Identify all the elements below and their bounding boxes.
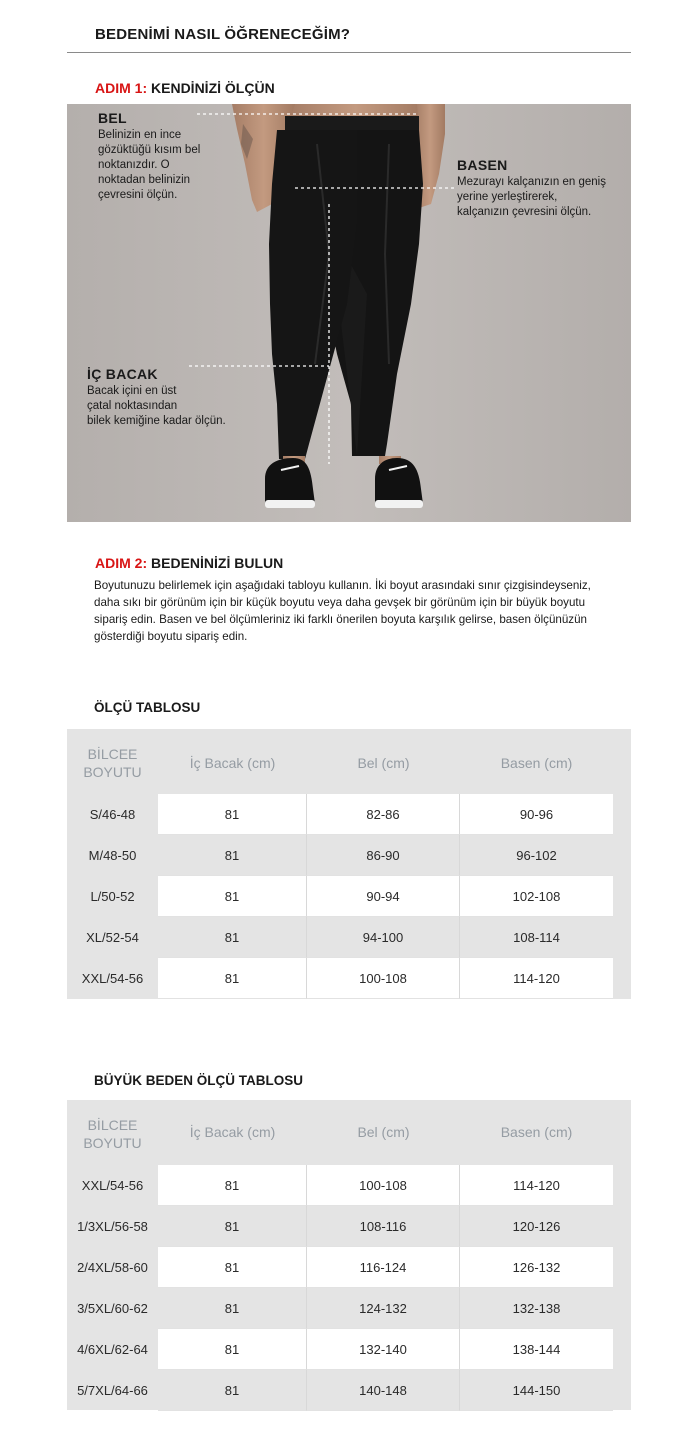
size-table-title: ÖLÇÜ TABLOSU bbox=[94, 700, 201, 715]
hip-cell: 90-96 bbox=[460, 794, 613, 835]
step1-label: KENDİNİZİ ÖLÇÜN bbox=[151, 80, 275, 96]
waist-text-5: çevresini ölçün. bbox=[98, 189, 178, 201]
measurement-figure bbox=[67, 104, 631, 522]
hip-column-header: Basen (cm) bbox=[500, 755, 573, 771]
inseam-cell: 81 bbox=[158, 958, 307, 999]
waist-text-1: Belinizin en ince bbox=[98, 129, 182, 141]
hip-text-2: yerine yerleştirerek, bbox=[457, 191, 558, 203]
inseam-cell: 81 bbox=[158, 1247, 307, 1288]
waist-cell: 86-90 bbox=[307, 835, 460, 876]
page-title: BEDENİMİ NASIL ÖĞRENECEĞİM? bbox=[95, 26, 351, 43]
inseam-text-2: çatal noktasından bbox=[87, 400, 178, 412]
waist-cell: 108-116 bbox=[307, 1206, 460, 1247]
hip-cell: 108-114 bbox=[460, 917, 613, 958]
waist-cell: 90-94 bbox=[307, 876, 460, 917]
size-table bbox=[67, 729, 631, 999]
size-cell: L/50-52 bbox=[90, 889, 135, 904]
inseam-cell: 81 bbox=[158, 835, 307, 876]
size-cell: 3/5XL/60-62 bbox=[77, 1301, 148, 1316]
inseam-cell: 81 bbox=[158, 1206, 307, 1247]
waist-column-header: Bel (cm) bbox=[357, 1124, 410, 1140]
hip-cell: 132-138 bbox=[460, 1288, 613, 1329]
big-size-table-title: BÜYÜK BEDEN ÖLÇÜ TABLOSU bbox=[94, 1073, 303, 1088]
size-cell: 5/7XL/64-66 bbox=[77, 1383, 148, 1398]
waist-cell: 100-108 bbox=[307, 958, 460, 999]
inseam-annotation bbox=[87, 366, 257, 429]
waist-column-header: Bel (cm) bbox=[357, 755, 410, 771]
waist-annotation bbox=[98, 110, 238, 203]
inseam-heading: İÇ BACAK bbox=[87, 366, 158, 382]
hip-annotation bbox=[457, 157, 629, 220]
hip-column-header: Basen (cm) bbox=[500, 1124, 573, 1140]
size-cell: M/48-50 bbox=[88, 848, 137, 863]
size-cell: XL/52-54 bbox=[86, 930, 139, 945]
waist-text-3: noktanızdır. O bbox=[98, 159, 170, 171]
hip-cell: 114-120 bbox=[460, 958, 613, 999]
title-divider bbox=[67, 52, 631, 53]
inseam-cell: 81 bbox=[158, 1370, 307, 1411]
hip-cell: 138-144 bbox=[460, 1329, 613, 1370]
step1-prefix: ADIM 1: bbox=[95, 80, 148, 96]
hip-cell: 120-126 bbox=[460, 1206, 613, 1247]
waist-heading: BEL bbox=[98, 110, 127, 126]
inseam-cell: 81 bbox=[158, 917, 307, 958]
waist-cell: 140-148 bbox=[307, 1370, 460, 1411]
inseam-cell: 81 bbox=[158, 876, 307, 917]
hip-cell: 144-150 bbox=[460, 1370, 613, 1411]
size-column-header bbox=[67, 1100, 158, 1166]
size-header-line-1: BİLCEE bbox=[87, 1117, 138, 1133]
hip-heading: BASEN bbox=[457, 157, 508, 173]
hip-cell: 96-102 bbox=[460, 835, 613, 876]
size-cell: XXL/54-56 bbox=[81, 971, 144, 986]
waist-text-2: gözüktüğü kısım bel bbox=[98, 144, 201, 156]
waist-cell: 94-100 bbox=[307, 917, 460, 958]
size-cell: 2/4XL/58-60 bbox=[77, 1260, 148, 1275]
waist-cell: 82-86 bbox=[307, 794, 460, 835]
step1-title bbox=[95, 80, 275, 96]
inseam-cell: 81 bbox=[158, 1165, 307, 1206]
size-column-header bbox=[67, 729, 158, 795]
hip-text-3: kalçanızın çevresini ölçün. bbox=[457, 206, 592, 218]
step2-label: BEDENİNİZİ BULUN bbox=[151, 555, 284, 571]
size-header-line-1: BİLCEE bbox=[87, 746, 138, 762]
waist-cell: 132-140 bbox=[307, 1329, 460, 1370]
size-header-line-2: BOYUTU bbox=[83, 764, 142, 780]
inseam-text-3: bilek kemiğine kadar ölçün. bbox=[87, 415, 226, 427]
inseam-cell: 81 bbox=[158, 1288, 307, 1329]
waist-text-4: noktadan belinizin bbox=[98, 174, 191, 186]
step2-title bbox=[95, 555, 283, 571]
size-cell: 1/3XL/56-58 bbox=[77, 1219, 148, 1234]
big-size-table bbox=[67, 1100, 631, 1410]
inseam-cell: 81 bbox=[158, 1329, 307, 1370]
inseam-column-header: İç Bacak (cm) bbox=[189, 1124, 276, 1140]
size-header-line-2: BOYUTU bbox=[83, 1135, 142, 1151]
hip-cell: 102-108 bbox=[460, 876, 613, 917]
size-cell: S/46-48 bbox=[89, 807, 136, 822]
hip-cell: 114-120 bbox=[460, 1165, 613, 1206]
inseam-text-1: Bacak içini en üst bbox=[87, 385, 177, 397]
inseam-column-header: İç Bacak (cm) bbox=[189, 755, 276, 771]
size-cell: XXL/54-56 bbox=[81, 1178, 144, 1193]
step2-description: Boyutunuzu belirlemek için aşağıdaki tabloyu kullanın. İki boyut arasındaki sınır çizgisindeyseniz, daha sıkı bir görünüm için bir küçük boyutu veya daha gevşek bir görünüm için bir büyük boyutu sipariş edin. Basen ve bel ölçümleriniz iki farklı önerilen boyuta karşılık gelirse, basen ölçünüzün gösterdiği boyutu sipariş edin. bbox=[94, 579, 591, 643]
waist-cell: 124-132 bbox=[307, 1288, 460, 1329]
waist-cell: 116-124 bbox=[307, 1247, 460, 1288]
hip-cell: 126-132 bbox=[460, 1247, 613, 1288]
waist-cell: 100-108 bbox=[307, 1165, 460, 1206]
size-cell: 4/6XL/62-64 bbox=[77, 1342, 148, 1357]
step2-prefix: ADIM 2: bbox=[95, 555, 148, 571]
hip-text-1: Mezurayı kalçanızın en geniş bbox=[457, 176, 606, 188]
inseam-cell: 81 bbox=[158, 794, 307, 835]
